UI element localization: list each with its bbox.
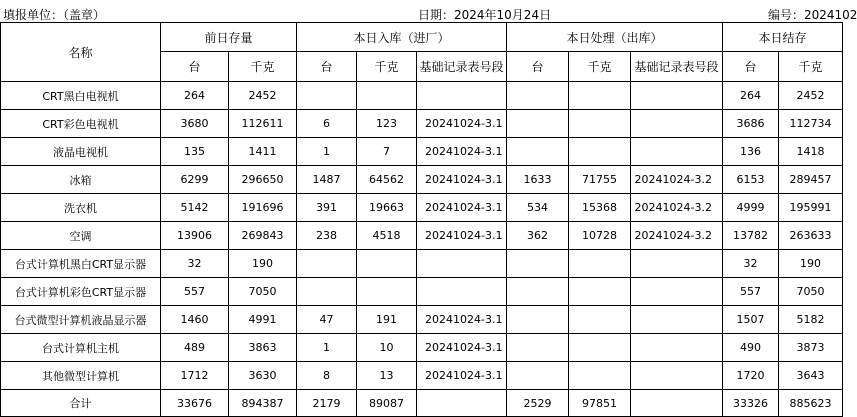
inbound-tai-cell [297,82,357,110]
inbound-tai-cell: 2179 [297,390,357,417]
item-name: CRT彩色电视机 [1,110,161,138]
inbound-header: 本日入库（进厂） [297,23,507,52]
inbound-kg-cell: 64562 [357,166,417,194]
closing-kg-cell: 289457 [779,166,843,194]
report-number: 编号：2024102 [768,8,857,22]
unit-header-kg: 千克 [229,52,297,82]
prev-stock-tai-cell: 135 [161,138,229,166]
item-name: 空调 [1,222,161,250]
name-header: 名称 [1,23,161,82]
inbound-tai-cell [297,278,357,306]
inbound-ref-cell: 20241024-3.1 [417,138,507,166]
inbound-tai-cell [297,250,357,278]
outbound-tai-cell [507,110,569,138]
outbound-kg-cell [569,334,631,362]
prev-stock-kg-cell: 191696 [229,194,297,222]
table-row [1,306,843,334]
prev-stock-tai-cell: 6299 [161,166,229,194]
table-row [1,362,843,390]
inbound-kg-cell: 4518 [357,222,417,250]
table-body [1,23,843,417]
inbound-tai-cell: 6 [297,110,357,138]
prev-stock-kg-cell: 2452 [229,82,297,110]
outbound-kg-cell: 71755 [569,166,631,194]
outbound-ref-cell: 20241024-3.2 [631,222,723,250]
prev-stock-kg-cell: 112611 [229,110,297,138]
prev-stock-tai-cell: 489 [161,334,229,362]
closing-kg-cell: 1418 [779,138,843,166]
closing-kg-cell: 7050 [779,278,843,306]
item-name: 台式计算机黑白CRT显示器 [1,250,161,278]
item-name: 台式计算机主机 [1,334,161,362]
prev-stock-kg-cell: 269843 [229,222,297,250]
unit-header-kg: 千克 [779,52,843,82]
outbound-tai-cell: 1633 [507,166,569,194]
table-row [1,278,843,306]
table-row [1,194,843,222]
inbound-tai-cell: 391 [297,194,357,222]
unit-header-tai: 台 [297,52,357,82]
unit-header-tai: 台 [723,52,779,82]
group-header-row [1,23,843,52]
closing-tai-cell: 557 [723,278,779,306]
prev-stock-kg-cell: 7050 [229,278,297,306]
outbound-ref-cell [631,278,723,306]
closing-kg-cell: 2452 [779,82,843,110]
prev-stock-tai-cell: 264 [161,82,229,110]
table-row [1,166,843,194]
unit-header-ref: 基础记录表号段 [631,52,723,82]
closing-tai-cell: 6153 [723,166,779,194]
outbound-tai-cell: 2529 [507,390,569,417]
closing-kg-cell: 885623 [779,390,843,417]
outbound-ref-cell [631,390,723,417]
item-name: 台式微型计算机液晶显示器 [1,306,161,334]
prev-stock-kg-cell: 1411 [229,138,297,166]
prev-stock-tai-cell: 32 [161,250,229,278]
inbound-tai-cell: 1 [297,334,357,362]
closing-tai-cell: 1720 [723,362,779,390]
prev-stock-kg-cell: 4991 [229,306,297,334]
prev-stock-kg-cell: 296650 [229,166,297,194]
closing-kg-cell: 112734 [779,110,843,138]
outbound-kg-cell [569,278,631,306]
inbound-tai-cell: 47 [297,306,357,334]
prev-stock-header: 前日存量 [161,23,297,52]
closing-tai-cell: 13782 [723,222,779,250]
inbound-ref-cell: 20241024-3.1 [417,166,507,194]
closing-tai-cell: 264 [723,82,779,110]
outbound-tai-cell [507,278,569,306]
inbound-kg-cell: 10 [357,334,417,362]
closing-tai-cell: 490 [723,334,779,362]
outbound-kg-cell [569,82,631,110]
outbound-ref-cell [631,362,723,390]
outbound-kg-cell: 10728 [569,222,631,250]
unit-header-kg: 千克 [357,52,417,82]
unit-header-tai: 台 [161,52,229,82]
outbound-kg-cell: 97851 [569,390,631,417]
inbound-kg-cell: 7 [357,138,417,166]
inbound-tai-cell: 238 [297,222,357,250]
item-name: 合计 [1,390,161,417]
inbound-ref-cell [417,82,507,110]
outbound-tai-cell [507,250,569,278]
prev-stock-kg-cell: 3863 [229,334,297,362]
outbound-tai-cell [507,138,569,166]
outbound-tai-cell [507,362,569,390]
prev-stock-tai-cell: 13906 [161,222,229,250]
outbound-tai-cell [507,306,569,334]
closing-tai-cell: 1507 [723,306,779,334]
inbound-ref-cell: 20241024-3.1 [417,110,507,138]
inbound-ref-cell: 20241024-3.1 [417,222,507,250]
outbound-kg-cell [569,362,631,390]
outbound-ref-cell [631,306,723,334]
outbound-ref-cell [631,138,723,166]
table-row [1,334,843,362]
outbound-tai-cell: 534 [507,194,569,222]
inbound-kg-cell: 19663 [357,194,417,222]
inbound-ref-cell: 20241024-3.1 [417,362,507,390]
prev-stock-tai-cell: 1460 [161,306,229,334]
prev-stock-tai-cell: 5142 [161,194,229,222]
item-name: 洗衣机 [1,194,161,222]
outbound-kg-cell [569,306,631,334]
closing-tai-cell: 32 [723,250,779,278]
inbound-ref-cell: 20241024-3.1 [417,334,507,362]
total-row [1,390,843,417]
prev-stock-tai-cell: 33676 [161,390,229,417]
closing-kg-cell: 5182 [779,306,843,334]
report-header [0,0,857,22]
prev-stock-tai-cell: 3680 [161,110,229,138]
inbound-ref-cell [417,390,507,417]
inbound-tai-cell: 1 [297,138,357,166]
unit-header-kg: 千克 [569,52,631,82]
closing-tai-cell: 33326 [723,390,779,417]
report-date: 日期：2024年10月24日 [418,8,552,22]
table-row [1,222,843,250]
table-row [1,250,843,278]
filing-unit-label: 填报单位：（盖章） [3,8,106,22]
item-name: 台式计算机彩色CRT显示器 [1,278,161,306]
outbound-header: 本日处理（出库） [507,23,723,52]
outbound-ref-cell [631,334,723,362]
item-name: 冰箱 [1,166,161,194]
closing-tai-cell: 136 [723,138,779,166]
outbound-tai-cell: 362 [507,222,569,250]
outbound-ref-cell: 20241024-3.2 [631,194,723,222]
prev-stock-kg-cell: 894387 [229,390,297,417]
inbound-ref-cell: 20241024-3.1 [417,306,507,334]
outbound-kg-cell [569,250,631,278]
outbound-tai-cell [507,334,569,362]
inbound-kg-cell: 123 [357,110,417,138]
table-row [1,110,843,138]
item-name: 其他微型计算机 [1,362,161,390]
closing-tai-cell: 3686 [723,110,779,138]
outbound-kg-cell [569,110,631,138]
closing-kg-cell: 3643 [779,362,843,390]
outbound-ref-cell [631,250,723,278]
inbound-tai-cell: 8 [297,362,357,390]
inventory-table [0,22,843,417]
outbound-kg-cell: 15368 [569,194,631,222]
outbound-ref-cell: 20241024-3.2 [631,166,723,194]
closing-kg-cell: 3873 [779,334,843,362]
table-row [1,82,843,110]
prev-stock-tai-cell: 1712 [161,362,229,390]
prev-stock-kg-cell: 3630 [229,362,297,390]
inbound-kg-cell [357,278,417,306]
inbound-tai-cell: 1487 [297,166,357,194]
closing-kg-cell: 263633 [779,222,843,250]
inbound-kg-cell [357,82,417,110]
outbound-kg-cell [569,138,631,166]
inbound-kg-cell: 89087 [357,390,417,417]
outbound-ref-cell [631,82,723,110]
item-name: CRT黑白电视机 [1,82,161,110]
inbound-ref-cell: 20241024-3.1 [417,194,507,222]
item-name: 液晶电视机 [1,138,161,166]
prev-stock-kg-cell: 190 [229,250,297,278]
closing-kg-cell: 190 [779,250,843,278]
closing-stock-header: 本日结存 [723,23,843,52]
closing-kg-cell: 195991 [779,194,843,222]
inbound-kg-cell: 191 [357,306,417,334]
unit-header-tai: 台 [507,52,569,82]
outbound-ref-cell [631,110,723,138]
inbound-kg-cell [357,250,417,278]
unit-header-ref: 基础记录表号段 [417,52,507,82]
table-row [1,138,843,166]
inbound-ref-cell [417,278,507,306]
closing-tai-cell: 4999 [723,194,779,222]
outbound-tai-cell [507,82,569,110]
inbound-kg-cell: 13 [357,362,417,390]
prev-stock-tai-cell: 557 [161,278,229,306]
inbound-ref-cell [417,250,507,278]
